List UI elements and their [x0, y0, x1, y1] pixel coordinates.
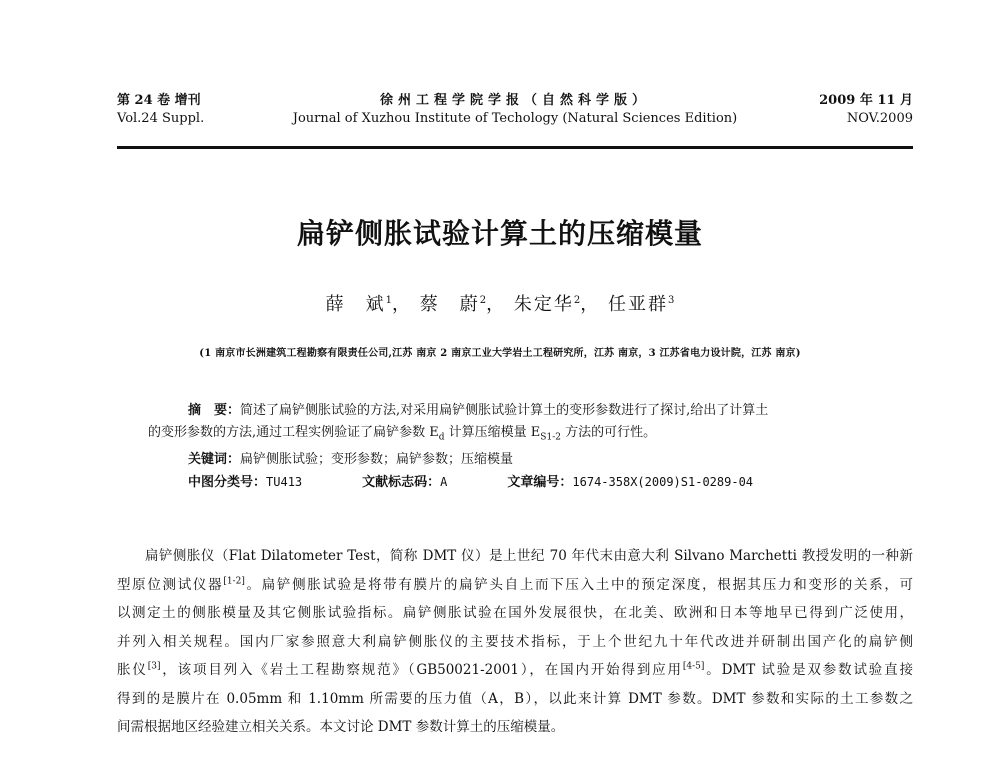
journal-name-cn: 徐州工程学院学报（自然科学版）: [379, 93, 650, 108]
citation: [4-5]: [682, 661, 705, 672]
abstract-text: 的变形参数的方法,通过工程实例验证了扁铲参数 E: [148, 425, 439, 440]
header-rule: [117, 146, 913, 149]
citation: [3]: [147, 661, 161, 672]
body-line: 以测定土的侧胀模量及其它侧胀试验指标。扁铲侧胀试验在国外发展很快，在北美、欧洲和日本等地早已得到广泛使用，: [117, 605, 913, 621]
abstract-label: 摘 要：: [188, 403, 241, 418]
keywords-line: [148, 449, 880, 471]
journal-name-en: Journal of Xuzhou Institute of Techology (Natural Sciences Edition): [292, 111, 738, 126]
author-affiliation-mark: 2: [479, 295, 487, 306]
citation: [1-2]: [223, 576, 245, 586]
article-id: [507, 471, 753, 494]
subscript: S1-2: [540, 432, 561, 443]
author-separator: ，: [392, 294, 413, 315]
article-id-label: 文章编号：: [507, 474, 573, 490]
body-text: 。DMT 试验是双参数试验直接: [704, 662, 913, 678]
author-separator: ，: [580, 294, 601, 315]
keywords-value: 扁铲侧胀试验；变形参数；扁铲参数；压缩模量: [240, 451, 514, 467]
clc-label: 中图分类号：: [188, 474, 267, 490]
body-line: 并列入相关规程。国内厂家参照意大利扁铲侧胀仪的主要技术指标，于上个世纪九十年代改进并研制出国产化的扁铲侧: [117, 633, 913, 650]
keywords-label: 关键词：: [188, 451, 241, 467]
body-paragraph: [117, 542, 913, 742]
body-line: 得到的是膜片在 0.05mm 和 1.10mm 所需要的压力值（A，B），以此来计算 DMT 参数。DMT 参数和实际的土工参数之: [117, 690, 913, 707]
body-line: [117, 571, 913, 600]
author-affiliation-mark: 3: [667, 295, 675, 306]
subscript: d: [438, 432, 445, 443]
author-list: [0, 290, 1000, 316]
issue-date-cn: 2009 年 11 月: [819, 93, 913, 108]
body-text: 型原位测试仪器: [117, 576, 224, 593]
abstract-text: 方法的可行性。: [560, 425, 657, 440]
document-code: [362, 471, 447, 494]
abstract-line: [148, 422, 880, 449]
journal-name: [117, 92, 913, 128]
classification-row: [148, 471, 880, 494]
body-line: 间需根据地区经验建立相关关系。本文讨论 DMT 参数计算土的压缩模量。: [117, 719, 565, 735]
author-name: 朱定华: [513, 294, 574, 315]
document-code-label: 文献标志码：: [362, 474, 441, 490]
paper-title: 扁铲侧胀试验计算土的压缩模量: [296, 217, 703, 250]
abstract-text: 计算压缩模量 E: [444, 425, 541, 440]
issue-date-en: NOV.2009: [846, 111, 913, 126]
abstract-section: [148, 400, 880, 494]
author-affiliation-mark: 2: [573, 295, 581, 306]
author-name: 任亚群: [607, 294, 668, 315]
issue-date: [819, 92, 913, 128]
document-code-value: A: [440, 474, 448, 489]
journal-header: [117, 92, 913, 132]
author-name: 薛 斌: [325, 294, 386, 315]
author-separator: ，: [486, 294, 507, 315]
clc-value: TU413: [266, 474, 303, 489]
affiliations: (1 南京市长洲建筑工程勘察有限责任公司,江苏 南京 2 南京工业大学岩土工程研究所，江苏 南京，3 江苏省电力设计院，江苏 南京): [199, 348, 801, 359]
body-text: 。扁铲侧胀试验是将带有膜片的扁铲头自上而下压入土中的预定深度，根据其压力和变形的关系，可: [244, 576, 913, 593]
volume-cn: 第 24 卷 增刊: [117, 93, 201, 108]
clc-number: [188, 471, 302, 494]
body-text: ，该项目列入《岩土工程勘察规范》（GB50021-2001），在国内开始得到应用: [160, 662, 683, 678]
author-affiliation-mark: 1: [385, 295, 393, 306]
article-id-value: 1674-358X(2009)S1-0289-04: [572, 474, 754, 489]
body-line: [117, 656, 913, 685]
body-text: 胀仪: [117, 662, 148, 678]
body-line: 扁铲侧胀仪（Flat Dilatometer Test，简称 DMT 仪）是上世纪 70 年代末由意大利 Silvano Marchetti 教授发明的一种新: [145, 548, 913, 564]
volume-en: Vol.24 Suppl.: [117, 111, 205, 126]
author-name: 蔡 蔚: [419, 294, 480, 315]
abstract-text: 简述了扁铲侧胀试验的方法,对采用扁铲侧胀试验计算土的变形参数进行了探讨,给出了计算土: [240, 403, 769, 418]
abstract-line: [148, 400, 880, 422]
